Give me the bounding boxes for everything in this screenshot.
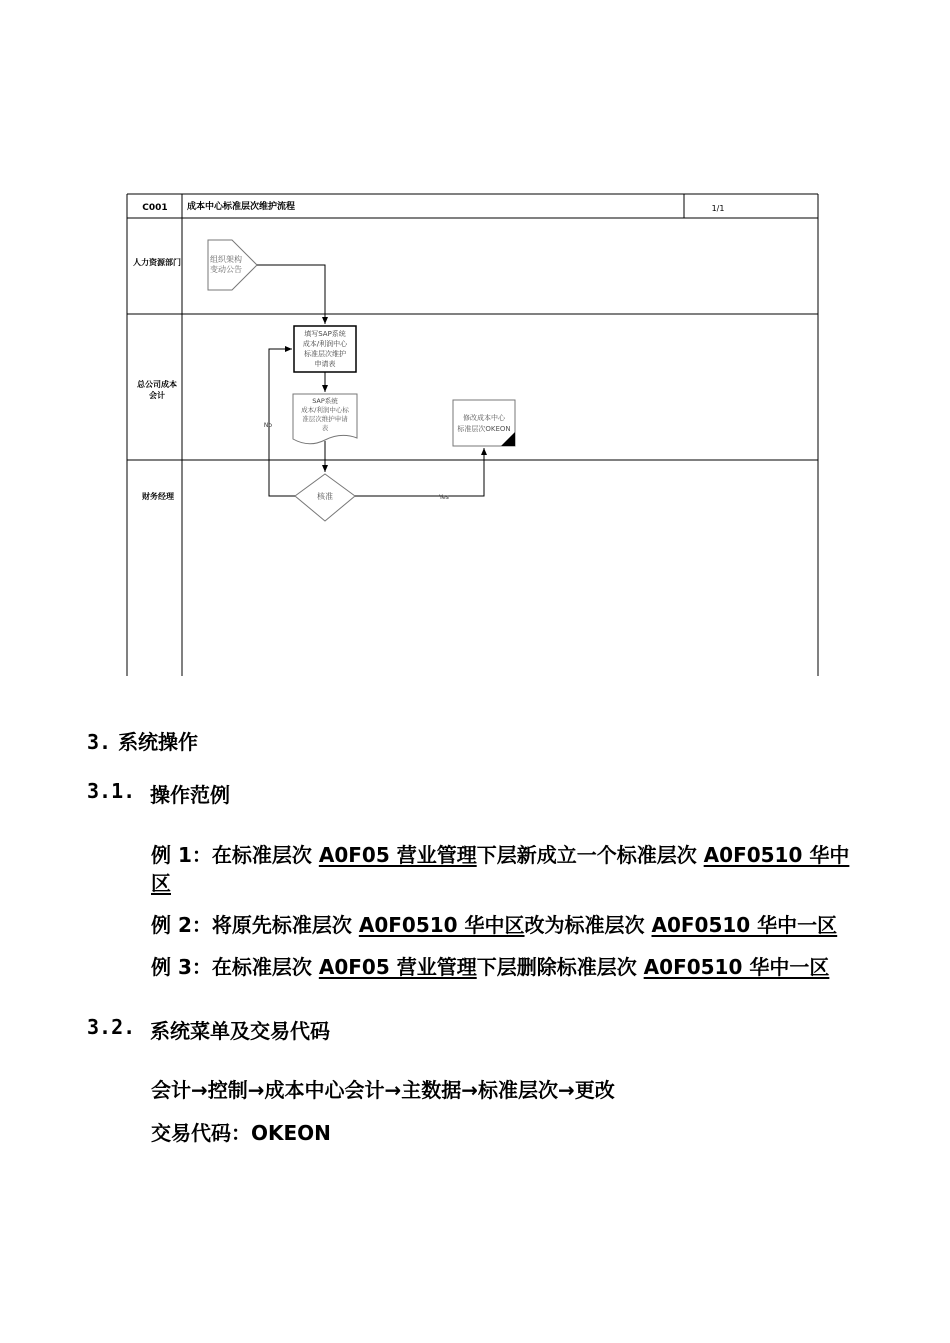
connector-approve-no [269,349,295,496]
fill-form-line-1: 填写SAP系统 [304,330,346,338]
example-3-deleted-node: A0F0510 华中一区 [643,955,830,979]
section-3-1-heading [87,779,230,807]
lane-label-hr: 人力资源部门 [133,258,181,267]
document-line-2: 成本/利润中心标 [301,406,349,414]
start-node-line-1: 组织架构 [210,255,242,264]
flowchart-title: 成本中心标准层次维护流程 [187,202,296,212]
section-3-2-title: 系统菜单及交易代码 [150,1019,330,1043]
example-2 [151,911,837,939]
modify-line-1: 修改成本中心 [463,414,505,422]
section-3-heading [87,726,198,755]
lane-label-cost-accounting-2: 会计 [149,391,165,400]
connector-yes-label: Yes [439,494,449,501]
example-3-prefix: 例 3：在标准层次 [151,955,319,979]
example-2-prefix: 例 2：将原先标准层次 [151,913,359,937]
example-2-old-node: A0F0510 华中区 [358,913,525,937]
section-3-2-number: 3.2. [87,1015,136,1039]
section-3-2-heading [87,1015,330,1043]
fill-form-line-3: 标准层次维护 [304,350,346,358]
connector-no-label: No [263,422,273,429]
example-1-prefix: 例 1：在标准层次 [151,843,319,867]
transaction-code [151,1119,331,1147]
flowchart-code: C001 [142,203,168,213]
modify-node [453,400,515,446]
example-2-middle: 改为标准层次 [524,913,652,937]
modify-line-2: 标准层次OKEON [457,425,511,433]
example-1-middle: 下层新成立一个标准层次 [476,843,704,867]
example-1 [151,841,871,897]
section-3-1-number: 3.1. [87,779,136,803]
document-line-4: 表 [321,424,329,432]
example-1-new-node: A0F0510 华中 [703,843,850,867]
example-1-new-node-end: 区 [151,871,171,895]
connector-start-to-form [257,265,325,324]
lane-label-cost-accounting-1: 总公司成本 [137,380,177,389]
example-3 [151,953,829,981]
transaction-code-value: OKEON [251,1121,331,1145]
example-1-parent-node: A0F05 营业管理 [318,843,477,867]
menu-path: 会计→控制→成本中心会计→主数据→标准层次→更改 [151,1078,615,1102]
lane-label-finance-manager: 财务经理 [142,492,174,501]
connector-approve-yes [355,448,484,496]
approve-decision-label: 核准 [317,492,333,501]
start-node-line-2: 变动公告 [210,265,242,274]
document-line-1: SAP系统 [312,397,338,405]
section-3-1-title: 操作范例 [150,783,230,807]
transaction-code-label: 交易代码： [151,1121,251,1145]
example-3-middle: 下层删除标准层次 [476,955,644,979]
section-3-number: 3. [87,730,112,754]
example-3-parent-node: A0F05 营业管理 [318,955,477,979]
fill-form-line-2: 成本/利润中心 [302,340,348,348]
flowchart-page: 1/1 [711,204,725,213]
document-line-3: 准层次维护申请 [302,415,348,423]
section-3-title: 系统操作 [118,730,199,754]
example-2-new-node: A0F0510 华中一区 [651,913,838,937]
fill-form-line-4: 申请表 [314,360,336,368]
